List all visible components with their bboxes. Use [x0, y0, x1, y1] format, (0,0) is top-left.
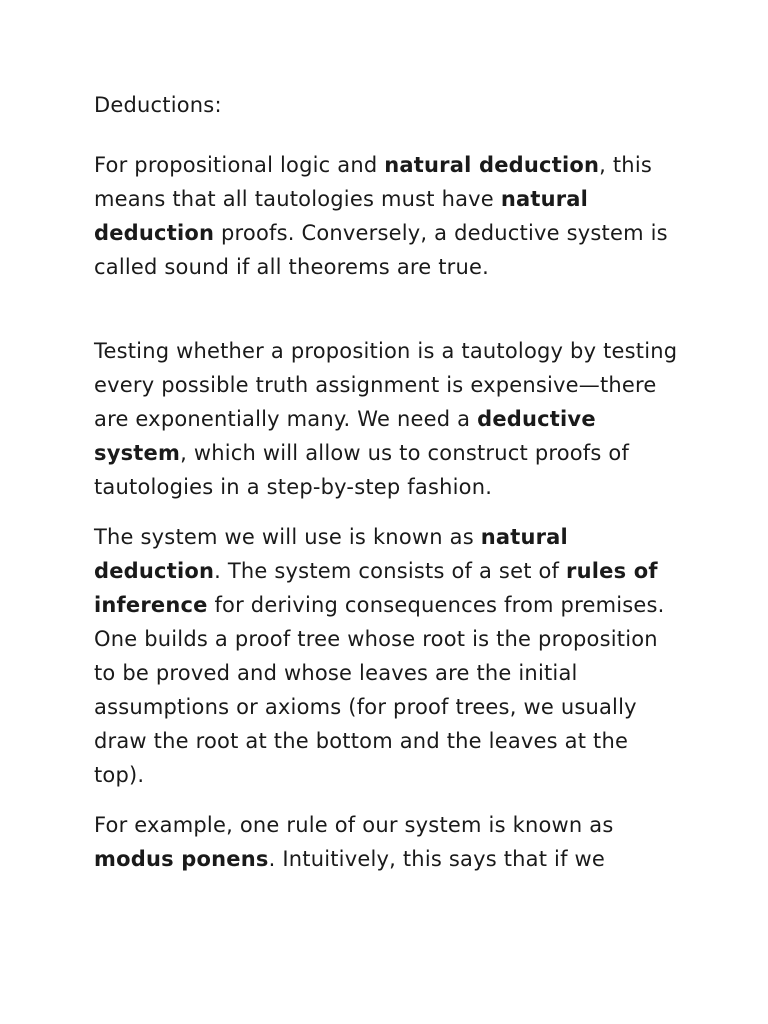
paragraph-text: . Intuitively, this says that if we	[268, 847, 606, 871]
term-natural-deduction: natural deduction	[94, 525, 568, 583]
paragraph-3	[94, 520, 684, 792]
paragraph-text: The system we will use is known as	[94, 525, 481, 549]
term-modus-ponens: modus ponens	[94, 847, 269, 871]
paragraph-text: Testing whether a proposition is a tautology by testing every possible truth assignment is expensive—there are exponentially many. We need a	[94, 339, 678, 431]
document-page	[94, 88, 684, 876]
paragraph-4	[94, 808, 684, 876]
term-natural-deduction: natural deduction	[384, 153, 600, 177]
term-deductive-system: deductive system	[94, 407, 596, 465]
term-natural-deduction: natural deduction	[94, 187, 589, 245]
paragraph-text: for deriving consequences from premises. One builds a proof tree whose root is the proposition to be proved and whose leaves are the initial assumptions or axioms (for proof trees, we usually draw the root at the bottom and the leaves at the top).	[94, 593, 665, 787]
paragraph-2	[94, 334, 684, 504]
paragraph-text: For example, one rule of our system is known as	[94, 813, 614, 837]
paragraph-1	[94, 148, 684, 284]
paragraph-text: proofs. Conversely, a deductive system is called sound if all theorems are true.	[94, 221, 668, 279]
paragraph-text: , this means that all tautologies must have	[94, 153, 652, 211]
term-rules-of-inference: rules of inference	[94, 559, 658, 617]
paragraph-text: For propositional logic and	[94, 153, 385, 177]
paragraph-text: . The system consists of a set of	[214, 559, 567, 583]
section-heading: Deductions:	[94, 93, 222, 117]
paragraph-text: , which will allow us to construct proofs of tautologies in a step-by-step fashion.	[94, 441, 630, 499]
